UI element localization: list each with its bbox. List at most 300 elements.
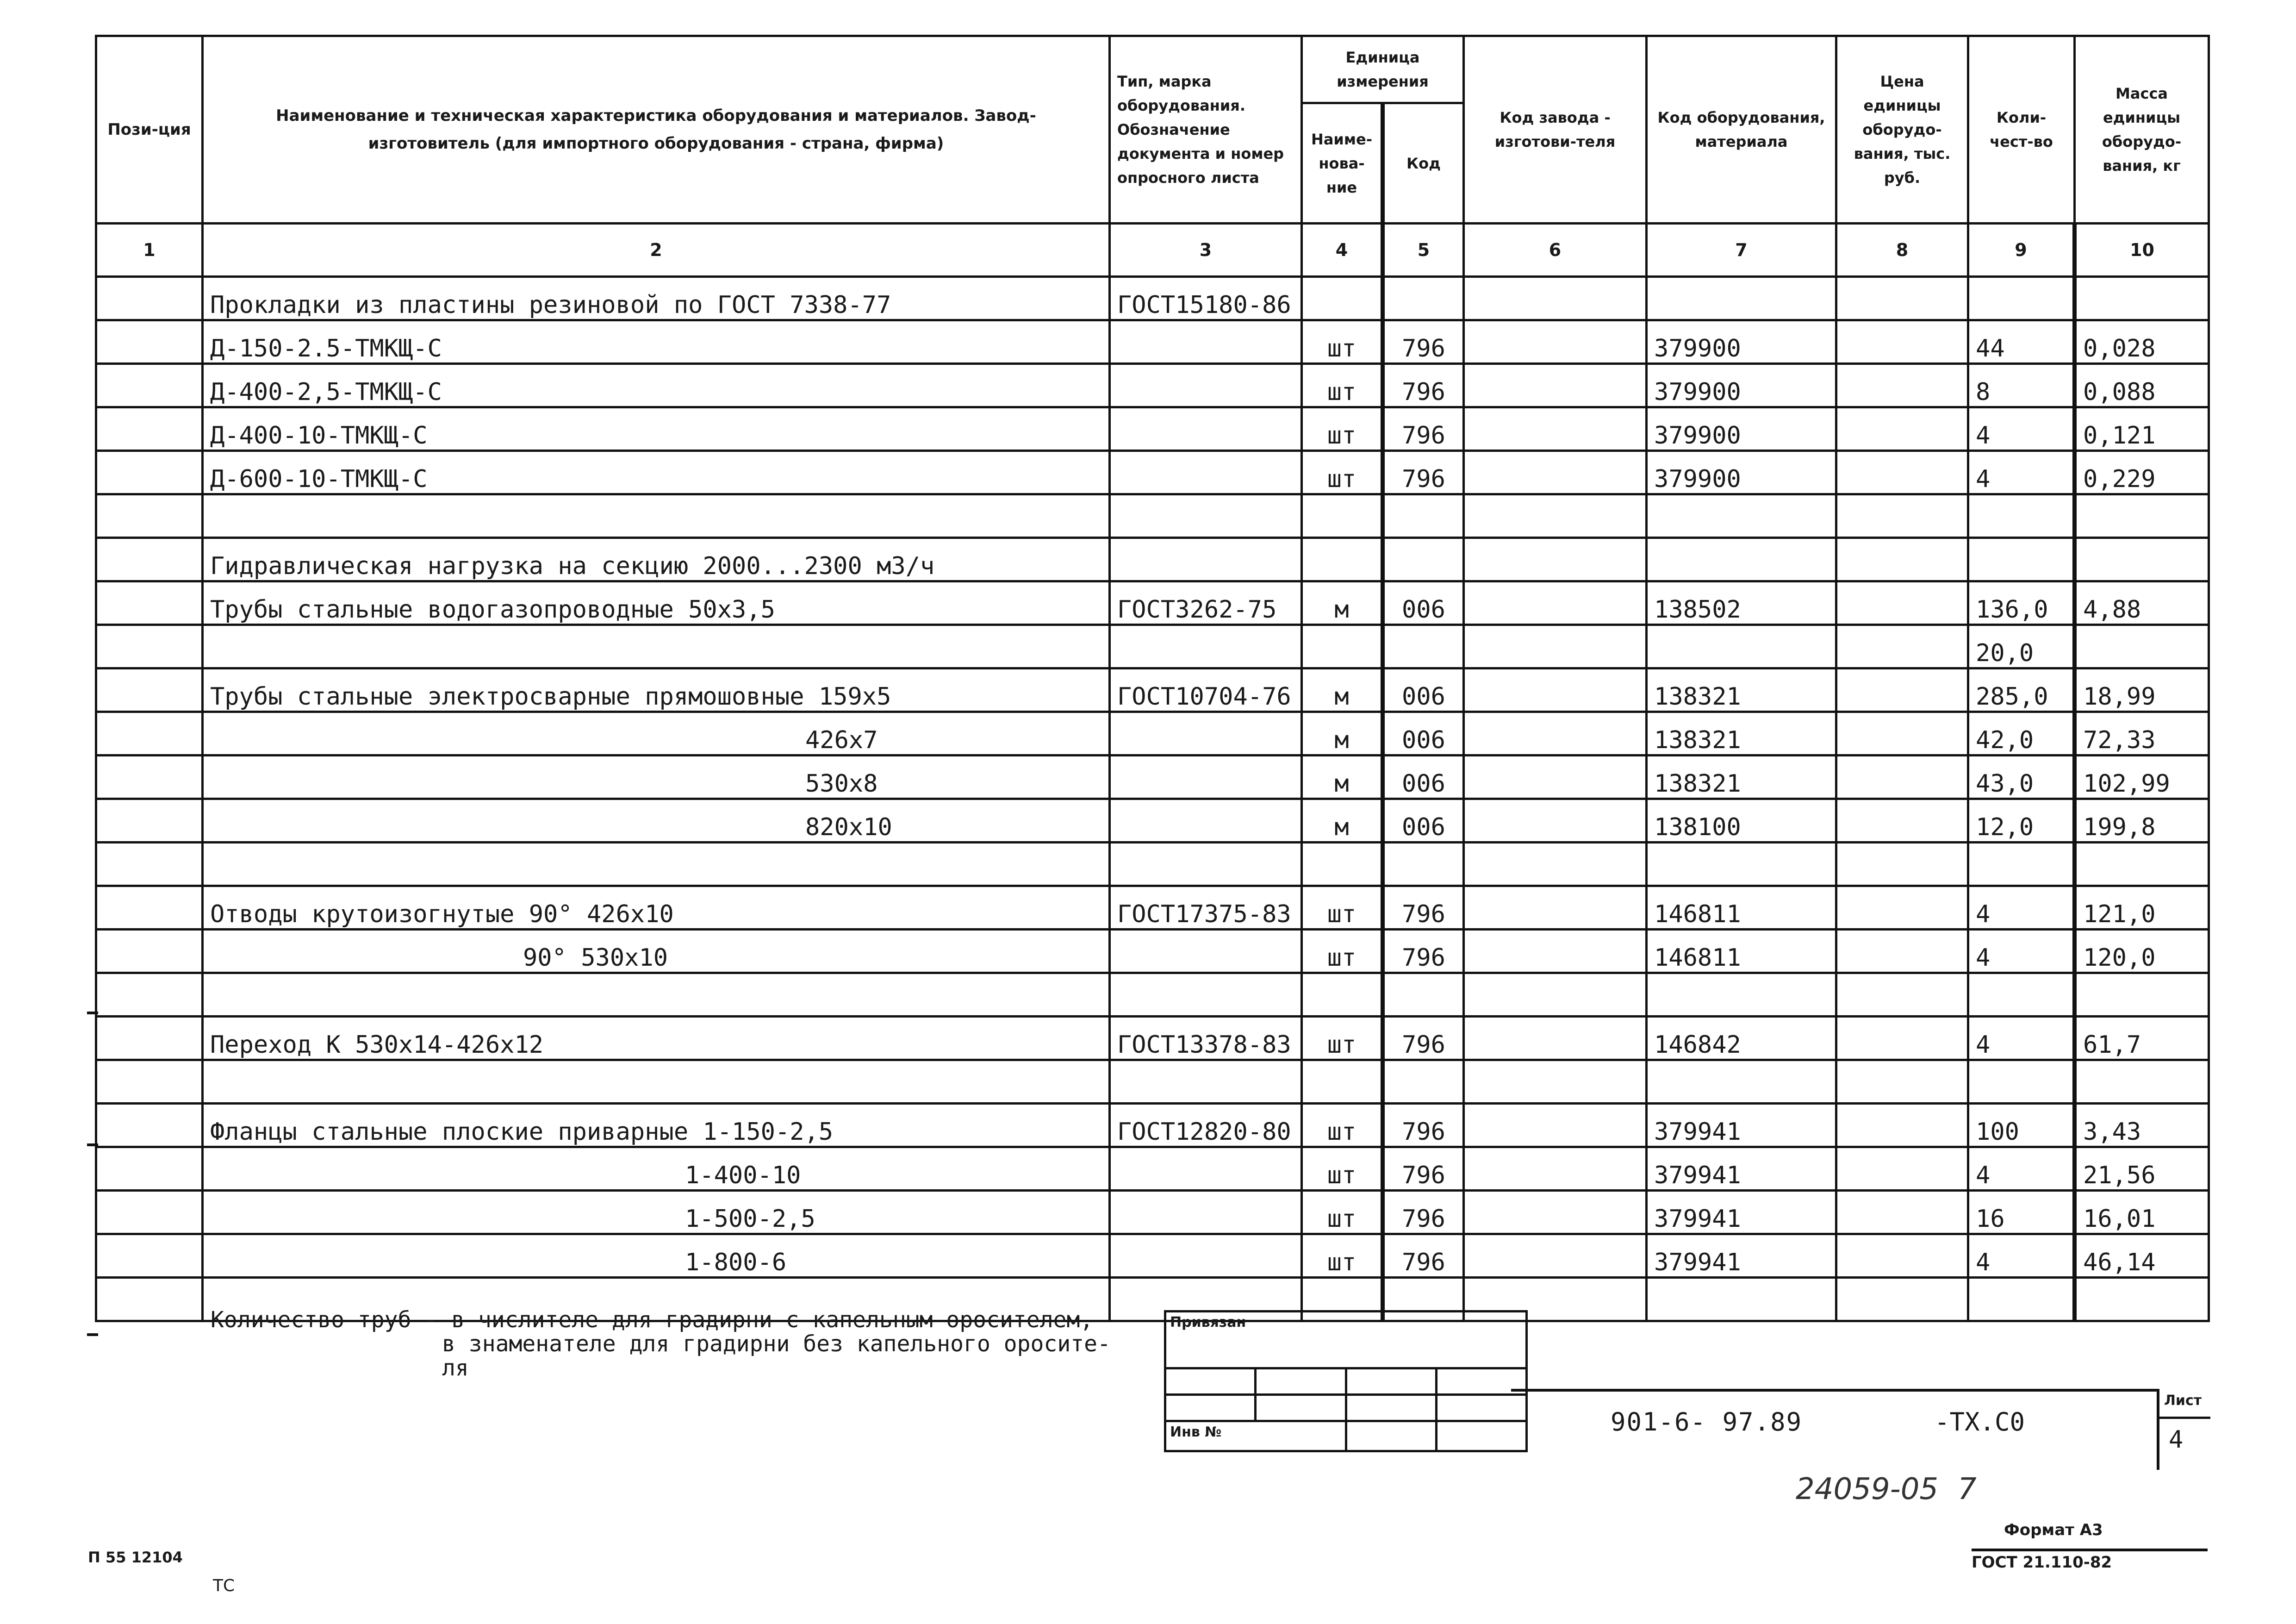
cell-unit-name <box>1302 538 1383 581</box>
cell-quantity: 20,0 <box>1968 625 2075 668</box>
cell-unit-code: 006 <box>1383 756 1464 799</box>
cell-plant-code <box>1464 1234 1647 1278</box>
gost-label: ГОСТ 21.110-82 <box>1972 1553 2112 1572</box>
stamp-cell <box>1346 1395 1436 1421</box>
cell-name: Фланцы стальные плоские приварные 1-150-2,5 <box>203 1104 1110 1147</box>
document-suffix: -ТХ.С0 <box>1935 1407 2025 1437</box>
table-row <box>96 320 2209 364</box>
cell-unit-code: 796 <box>1383 1191 1464 1234</box>
cell-position <box>96 451 203 494</box>
cell-unit-name <box>1302 843 1383 886</box>
cell-unit-name: м <box>1302 581 1383 625</box>
cell-name <box>203 843 1110 886</box>
cell-position <box>96 581 203 625</box>
cell-equipment-code: 379900 <box>1647 451 1836 494</box>
cell-mass: 102,99 <box>2075 756 2209 799</box>
cell-quantity <box>1968 538 2075 581</box>
cell-position <box>96 1191 203 1234</box>
cell-document: ГОСТ10704-76 <box>1110 668 1302 712</box>
cell-quantity: 4 <box>1968 407 2075 451</box>
cell-unit-code: 006 <box>1383 581 1464 625</box>
cell-document <box>1110 1060 1302 1104</box>
cell-quantity <box>1968 277 2075 320</box>
table-row <box>96 799 2209 843</box>
cell-unit-code <box>1383 538 1464 581</box>
cell-price <box>1836 1147 1968 1191</box>
cell-unit-code: 006 <box>1383 712 1464 756</box>
cell-price <box>1836 364 1968 407</box>
cell-equipment-code: 379941 <box>1647 1234 1836 1278</box>
cell-document: ГОСТ17375-83 <box>1110 886 1302 930</box>
cell-price <box>1836 1278 1968 1321</box>
cell-unit-code <box>1383 843 1464 886</box>
cell-plant-code <box>1464 973 1647 1017</box>
cell-position <box>96 538 203 581</box>
cell-position <box>96 973 203 1017</box>
print-code: П 55 12104 <box>88 1549 183 1566</box>
stamp-cell <box>1346 1368 1436 1395</box>
cell-price <box>1836 886 1968 930</box>
cell-position <box>96 1278 203 1321</box>
column-number: 7 <box>1647 224 1836 277</box>
cell-name: Трубы стальные электросварные прямошовные 159х5 <box>203 668 1110 712</box>
cell-unit-name <box>1302 277 1383 320</box>
cell-price <box>1836 320 1968 364</box>
cell-price <box>1836 712 1968 756</box>
cell-position <box>96 756 203 799</box>
cell-name: Д-600-10-ТМКЩ-С <box>203 451 1110 494</box>
cell-plant-code <box>1464 451 1647 494</box>
cell-quantity <box>1968 494 2075 538</box>
cell-mass: 21,56 <box>2075 1147 2209 1191</box>
cell-mass: 0,088 <box>2075 364 2209 407</box>
cell-document <box>1110 407 1302 451</box>
stamp-cell <box>1256 1395 1346 1421</box>
cell-position <box>96 843 203 886</box>
header-unit-group: Единица измерения <box>1302 36 1464 103</box>
cell-name: Д-400-2,5-ТМКЩ-С <box>203 364 1110 407</box>
cell-quantity: 4 <box>1968 1147 2075 1191</box>
cell-equipment-code <box>1647 1060 1836 1104</box>
sheet-label: Лист <box>2164 1393 2202 1409</box>
cell-position <box>96 364 203 407</box>
cell-document <box>1110 451 1302 494</box>
cell-document <box>1110 799 1302 843</box>
cell-name <box>203 625 1110 668</box>
cell-unit-code <box>1383 277 1464 320</box>
cell-name: 90° 530х10 <box>203 930 1110 973</box>
cell-quantity: 4 <box>1968 886 2075 930</box>
specification-table <box>95 35 2210 1322</box>
header-plant-code: Код завода - изготови-теля <box>1464 36 1647 224</box>
cell-unit-code: 796 <box>1383 1147 1464 1191</box>
cell-unit-code: 796 <box>1383 407 1464 451</box>
table-row <box>96 277 2209 320</box>
table-row <box>96 668 2209 712</box>
cell-unit-name: шт <box>1302 886 1383 930</box>
handwritten-number: 24059-05 <box>1796 1472 1939 1506</box>
cell-plant-code <box>1464 756 1647 799</box>
cell-unit-code: 796 <box>1383 451 1464 494</box>
cell-plant-code <box>1464 320 1647 364</box>
column-number: 3 <box>1110 224 1302 277</box>
cell-price <box>1836 538 1968 581</box>
cell-price <box>1836 756 1968 799</box>
cell-plant-code <box>1464 886 1647 930</box>
cell-mass <box>2075 538 2209 581</box>
column-number: 5 <box>1383 224 1464 277</box>
table-row <box>96 538 2209 581</box>
cell-price <box>1836 277 1968 320</box>
cell-plant-code <box>1464 712 1647 756</box>
cell-quantity: 285,0 <box>1968 668 2075 712</box>
cell-document <box>1110 494 1302 538</box>
cell-mass: 0,121 <box>2075 407 2209 451</box>
cell-equipment-code: 138321 <box>1647 756 1836 799</box>
table-row <box>96 1104 2209 1147</box>
stamp-cell <box>1436 1395 1526 1421</box>
cell-unit-code: 796 <box>1383 320 1464 364</box>
cell-unit-code: 006 <box>1383 668 1464 712</box>
stamp-bound-label: Привязан <box>1165 1312 1527 1368</box>
cell-document <box>1110 364 1302 407</box>
cell-equipment-code: 138321 <box>1647 712 1836 756</box>
tc-label: ТС <box>213 1576 235 1595</box>
column-number: 8 <box>1836 224 1968 277</box>
format-line <box>1972 1549 2208 1551</box>
cell-position <box>96 930 203 973</box>
cell-mass <box>2075 1278 2209 1321</box>
stamp-cell <box>1165 1395 1256 1421</box>
cell-plant-code <box>1464 843 1647 886</box>
stamp-cell <box>1436 1421 1526 1451</box>
cell-document <box>1110 1147 1302 1191</box>
cell-unit-name: шт <box>1302 1147 1383 1191</box>
cell-unit-name: шт <box>1302 930 1383 973</box>
cell-equipment-code <box>1647 1278 1836 1321</box>
cell-mass: 4,88 <box>2075 581 2209 625</box>
cell-quantity: 43,0 <box>1968 756 2075 799</box>
cell-quantity: 44 <box>1968 320 2075 364</box>
cell-unit-name: шт <box>1302 1234 1383 1278</box>
cell-price <box>1836 1234 1968 1278</box>
margin-tick <box>87 1333 98 1336</box>
cell-name: Отводы крутоизогнутые 90° 426х10 <box>203 886 1110 930</box>
cell-equipment-code: 138321 <box>1647 668 1836 712</box>
sheet-number-box <box>2157 1389 2210 1470</box>
handwritten-page: 7 <box>1958 1472 1977 1506</box>
sheet-number: 4 <box>2169 1426 2184 1454</box>
cell-mass <box>2075 277 2209 320</box>
header-type: Тип, марка оборудования. Обозначение документа и номер опросного листа <box>1110 36 1302 224</box>
cell-position <box>96 712 203 756</box>
cell-document <box>1110 538 1302 581</box>
cell-plant-code <box>1464 625 1647 668</box>
table-row <box>96 494 2209 538</box>
column-number: 2 <box>203 224 1110 277</box>
column-number-row <box>96 224 2209 277</box>
cell-plant-code <box>1464 668 1647 712</box>
cell-price <box>1836 930 1968 973</box>
cell-document <box>1110 843 1302 886</box>
cell-mass: 0,229 <box>2075 451 2209 494</box>
margin-tick <box>87 1143 98 1146</box>
document-code: 901-6- 97.89 <box>1611 1407 1803 1437</box>
margin-tick <box>87 1012 98 1014</box>
cell-position <box>96 799 203 843</box>
cell-quantity <box>1968 1060 2075 1104</box>
cell-price <box>1836 1191 1968 1234</box>
cell-unit-code: 796 <box>1383 1017 1464 1060</box>
cell-plant-code <box>1464 1060 1647 1104</box>
cell-unit-name: м <box>1302 668 1383 712</box>
cell-document <box>1110 1234 1302 1278</box>
cell-name: Переход К 530х14-426х12 <box>203 1017 1110 1060</box>
notes-block <box>211 1308 1159 1380</box>
cell-mass: 72,33 <box>2075 712 2209 756</box>
cell-equipment-code <box>1647 538 1836 581</box>
header-price: Цена единицы оборудо-вания, тыс. руб. <box>1836 36 1968 224</box>
cell-unit-name: шт <box>1302 407 1383 451</box>
header-unit-code: Код <box>1383 103 1464 224</box>
cell-unit-name: шт <box>1302 364 1383 407</box>
cell-plant-code <box>1464 407 1647 451</box>
cell-quantity: 12,0 <box>1968 799 2075 843</box>
cell-price <box>1836 668 1968 712</box>
cell-position <box>96 1147 203 1191</box>
cell-equipment-code: 138100 <box>1647 799 1836 843</box>
cell-plant-code <box>1464 930 1647 973</box>
cell-position <box>96 494 203 538</box>
cell-plant-code <box>1464 1191 1647 1234</box>
cell-name: Д-150-2.5-ТМКЩ-С <box>203 320 1110 364</box>
cell-name: 1-400-10 <box>203 1147 1110 1191</box>
cell-mass: 0,028 <box>2075 320 2209 364</box>
cell-unit-code: 796 <box>1383 886 1464 930</box>
header-name: Наименование и техническая характеристика оборудования и материалов. Завод-изготовитель (для импортного оборудования - страна, фирма) <box>203 36 1110 224</box>
cell-document <box>1110 320 1302 364</box>
cell-document <box>1110 712 1302 756</box>
table-row <box>96 712 2209 756</box>
cell-equipment-code: 146842 <box>1647 1017 1836 1060</box>
table-row <box>96 407 2209 451</box>
note-line: Количество труб - в числителе для градирни с капельным оросителем, <box>211 1307 1094 1333</box>
cell-unit-name: м <box>1302 712 1383 756</box>
cell-mass <box>2075 973 2209 1017</box>
cell-mass: 120,0 <box>2075 930 2209 973</box>
table-row <box>96 1234 2209 1278</box>
cell-unit-name: шт <box>1302 1017 1383 1060</box>
cell-plant-code <box>1464 277 1647 320</box>
stamp-cell <box>1346 1421 1436 1451</box>
cell-position <box>96 320 203 364</box>
header-mass: Масса единицы оборудо-вания, кг <box>2075 36 2209 224</box>
cell-quantity: 4 <box>1968 930 2075 973</box>
cell-plant-code <box>1464 799 1647 843</box>
cell-mass: 18,99 <box>2075 668 2209 712</box>
cell-position <box>96 1060 203 1104</box>
cell-equipment-code <box>1647 494 1836 538</box>
cell-equipment-code <box>1647 843 1836 886</box>
cell-mass: 3,43 <box>2075 1104 2209 1147</box>
cell-mass <box>2075 625 2209 668</box>
cell-quantity: 136,0 <box>1968 581 2075 625</box>
cell-quantity <box>1968 973 2075 1017</box>
cell-document <box>1110 1191 1302 1234</box>
cell-plant-code <box>1464 1017 1647 1060</box>
table-row <box>96 1147 2209 1191</box>
table-row <box>96 364 2209 407</box>
cell-unit-code <box>1383 1060 1464 1104</box>
cell-unit-name <box>1302 494 1383 538</box>
cell-quantity: 4 <box>1968 1017 2075 1060</box>
cell-quantity: 16 <box>1968 1191 2075 1234</box>
table-row <box>96 625 2209 668</box>
cell-quantity: 100 <box>1968 1104 2075 1147</box>
cell-name: Д-400-10-ТМКЩ-С <box>203 407 1110 451</box>
cell-quantity: 4 <box>1968 451 2075 494</box>
cell-mass <box>2075 843 2209 886</box>
cell-mass: 199,8 <box>2075 799 2209 843</box>
cell-position <box>96 886 203 930</box>
table-row <box>96 1017 2209 1060</box>
cell-quantity: 4 <box>1968 1234 2075 1278</box>
cell-equipment-code: 379900 <box>1647 364 1836 407</box>
format-label: Формат А3 <box>2004 1521 2103 1539</box>
header-equipment-code: Код оборудования, материала <box>1647 36 1836 224</box>
cell-equipment-code <box>1647 277 1836 320</box>
cell-price <box>1836 581 1968 625</box>
cell-plant-code <box>1464 1104 1647 1147</box>
cell-document <box>1110 930 1302 973</box>
cell-price <box>1836 451 1968 494</box>
cell-price <box>1836 494 1968 538</box>
cell-equipment-code <box>1647 625 1836 668</box>
header-unit-name: Наиме-нова-ние <box>1302 103 1383 224</box>
cell-plant-code <box>1464 364 1647 407</box>
cell-price <box>1836 1104 1968 1147</box>
cell-document <box>1110 625 1302 668</box>
stamp-inv-label: Инв № <box>1165 1421 1346 1451</box>
cell-plant-code <box>1464 538 1647 581</box>
cell-unit-code: 796 <box>1383 1104 1464 1147</box>
cell-price <box>1836 1017 1968 1060</box>
cell-mass: 46,14 <box>2075 1234 2209 1278</box>
column-number: 6 <box>1464 224 1647 277</box>
cell-equipment-code: 379941 <box>1647 1191 1836 1234</box>
cell-name: 530х8 <box>203 756 1110 799</box>
table-row <box>96 886 2209 930</box>
cell-price <box>1836 1060 1968 1104</box>
cell-price <box>1836 407 1968 451</box>
column-number: 9 <box>1968 224 2075 277</box>
cell-quantity <box>1968 843 2075 886</box>
cell-unit-code <box>1383 625 1464 668</box>
cell-equipment-code: 138502 <box>1647 581 1836 625</box>
cell-quantity: 42,0 <box>1968 712 2075 756</box>
cell-position <box>96 668 203 712</box>
note-line: ля <box>442 1355 469 1381</box>
cell-name: 1-800-6 <box>203 1234 1110 1278</box>
column-number: 4 <box>1302 224 1383 277</box>
cell-mass: 61,7 <box>2075 1017 2209 1060</box>
cell-equipment-code: 379900 <box>1647 407 1836 451</box>
cell-unit-code <box>1383 973 1464 1017</box>
cell-position <box>96 1104 203 1147</box>
cell-document: ГОСТ12820-80 <box>1110 1104 1302 1147</box>
cell-name: 426х7 <box>203 712 1110 756</box>
cell-price <box>1836 973 1968 1017</box>
column-number: 10 <box>2075 224 2209 277</box>
table-row <box>96 973 2209 1017</box>
cell-unit-name: шт <box>1302 1191 1383 1234</box>
cell-name: 1-500-2,5 <box>203 1191 1110 1234</box>
cell-document <box>1110 756 1302 799</box>
cell-position <box>96 1234 203 1278</box>
cell-equipment-code: 146811 <box>1647 930 1836 973</box>
cell-mass <box>2075 494 2209 538</box>
cell-equipment-code: 146811 <box>1647 886 1836 930</box>
cell-plant-code <box>1464 1147 1647 1191</box>
cell-unit-name <box>1302 973 1383 1017</box>
cell-price <box>1836 799 1968 843</box>
column-number: 1 <box>96 224 203 277</box>
cell-unit-name: шт <box>1302 1104 1383 1147</box>
cell-name: 820х10 <box>203 799 1110 843</box>
cell-unit-name <box>1302 625 1383 668</box>
cell-name: Трубы стальные водогазопроводные 50х3,5 <box>203 581 1110 625</box>
table-row <box>96 930 2209 973</box>
cell-unit-name: м <box>1302 799 1383 843</box>
cell-unit-name: шт <box>1302 320 1383 364</box>
table-row <box>96 1060 2209 1104</box>
title-block-line <box>1511 1389 2159 1392</box>
cell-quantity: 8 <box>1968 364 2075 407</box>
cell-document: ГОСТ15180-86 <box>1110 277 1302 320</box>
table-row <box>96 451 2209 494</box>
cell-name: Прокладки из пластины резиновой по ГОСТ 7338-77 <box>203 277 1110 320</box>
stamp-cell <box>1256 1368 1346 1395</box>
cell-quantity <box>1968 1278 2075 1321</box>
cell-document <box>1110 973 1302 1017</box>
header-position: Пози-ция <box>96 36 203 224</box>
table-row <box>96 581 2209 625</box>
cell-equipment-code: 379941 <box>1647 1147 1836 1191</box>
cell-plant-code <box>1464 581 1647 625</box>
cell-name <box>203 973 1110 1017</box>
table-row <box>96 756 2209 799</box>
table-row <box>96 843 2209 886</box>
cell-mass: 16,01 <box>2075 1191 2209 1234</box>
table-row <box>96 1191 2209 1234</box>
cell-mass <box>2075 1060 2209 1104</box>
sheet-divider <box>2159 1417 2210 1419</box>
cell-price <box>1836 625 1968 668</box>
cell-unit-name: шт <box>1302 451 1383 494</box>
cell-plant-code <box>1464 494 1647 538</box>
note-line: в знаменателе для градирни без капельного оросите- <box>442 1331 1111 1357</box>
cell-equipment-code: 379941 <box>1647 1104 1836 1147</box>
cell-unit-code: 796 <box>1383 930 1464 973</box>
cell-price <box>1836 843 1968 886</box>
stamp-cell <box>1165 1368 1256 1395</box>
cell-position <box>96 407 203 451</box>
cell-document: ГОСТ13378-83 <box>1110 1017 1302 1060</box>
cell-document: ГОСТ3262-75 <box>1110 581 1302 625</box>
cell-unit-code <box>1383 494 1464 538</box>
cell-equipment-code <box>1647 973 1836 1017</box>
cell-equipment-code: 379900 <box>1647 320 1836 364</box>
